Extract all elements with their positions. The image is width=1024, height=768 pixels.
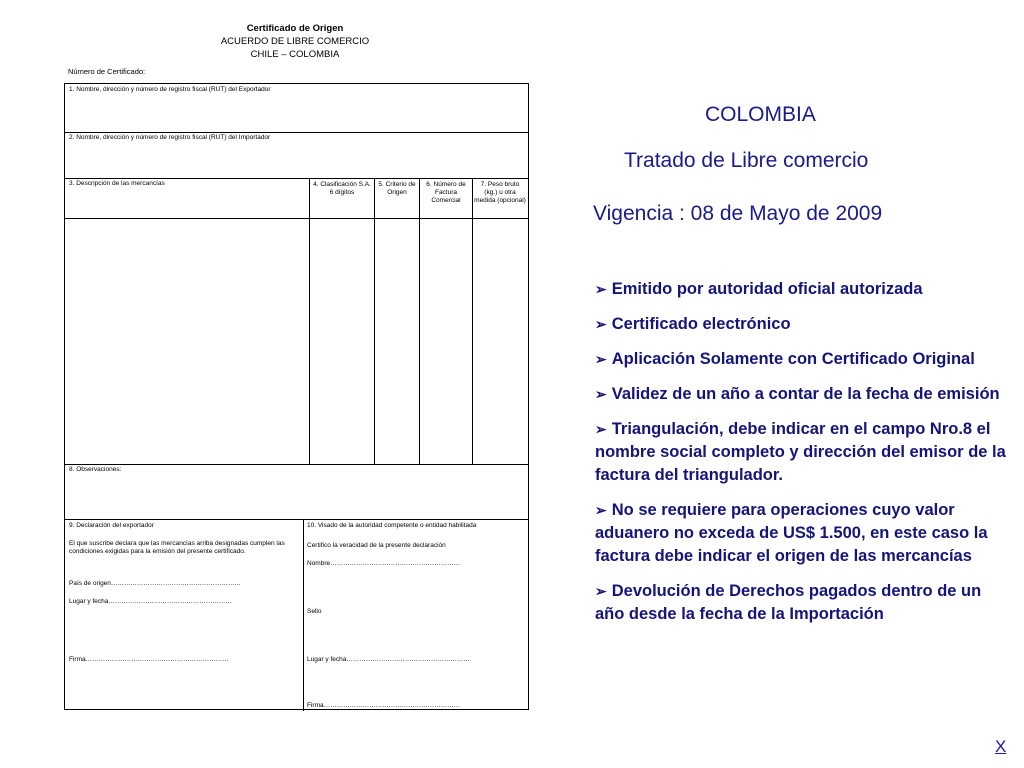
arrow-bullet-icon: ➢ [595, 583, 607, 599]
certificate-header [200, 22, 390, 61]
importer-field [65, 132, 528, 179]
list-item: ➢ No se requiere para operaciones cuyo valor aduanero no exceda de US$ 1.500, en este caso la factura debe indicar el origen de las mercancías [595, 501, 988, 565]
column-divider [374, 178, 375, 464]
signature-left-line: Firma………………………………………………………… [69, 656, 229, 663]
exporter-field-label: 1. Nombre, dirección y número de registro fiscal (RUT) del Exportador [69, 86, 271, 93]
list-item: ➢ Certificado electrónico [595, 315, 791, 333]
validity-date: Vigencia : 08 de Mayo de 2009 [593, 202, 883, 225]
arrow-bullet-icon: ➢ [595, 316, 607, 332]
place-date-right-line: Lugar y fecha………………………………………………… [307, 656, 470, 663]
list-item: ➢ Emitido por autoridad oficial autorizada [595, 280, 923, 298]
authority-visa-text: Certifico la veracidad de la presente declaración [307, 542, 446, 549]
arrow-bullet-icon: ➢ [595, 281, 607, 297]
invoice-number-label: 6. Número de Factura Comercial [426, 181, 466, 204]
close-link[interactable]: X [995, 737, 1007, 756]
features-list [595, 278, 1015, 638]
list-item: ➢ Devolución de Derechos pagados dentro de un año desde la fecha de la Importación [595, 582, 982, 623]
goods-body [65, 218, 528, 465]
arrow-bullet-icon: ➢ [595, 351, 607, 367]
arrow-bullet-icon: ➢ [595, 502, 607, 518]
certificate-title: Certificado de Origen [246, 23, 344, 34]
observations-field [65, 464, 528, 520]
column-divider [419, 178, 420, 464]
origin-criterion-label: 5. Criterio de Origen [378, 181, 416, 196]
authority-visa-label: 10. Visado de la autoridad competente o entidad habilitada [307, 522, 477, 529]
gross-weight-label: 7. Peso bruto (kg.) u otra medida (opcional) [474, 181, 526, 204]
name-line: Nombre…………………………………………………… [307, 560, 461, 567]
column-divider [309, 178, 310, 464]
exporter-declaration-text: El que suscribe declara que las mercancías arriba designadas cumplen las condiciones exigidas para la emisión del presente certificado. [69, 540, 285, 555]
list-item: ➢ Triangulación, debe indicar en el campo Nro.8 el nombre social completo y dirección del emisor de la factura del triangulador. [595, 420, 1006, 484]
observations-label: 8. Observaciones: [69, 466, 122, 473]
certificate-subtitle-countries: CHILE – COLOMBIA [250, 49, 340, 60]
importer-field-label: 2. Nombre, dirección y número de registro fiscal (RUT) del Importador [69, 134, 271, 141]
certificate-form [64, 83, 529, 710]
seal-label: Sello [307, 608, 322, 615]
treaty-title: Tratado de Libre comercio [624, 149, 869, 172]
place-date-left-line: Lugar y fecha………………………………………………… [69, 598, 232, 605]
goods-description-label: 3. Descripción de las mercancías [69, 180, 165, 187]
list-item: ➢ Aplicación Solamente con Certificado Original [595, 350, 975, 368]
exporter-declaration-label: 9. Declaración del exportador [69, 522, 154, 529]
signature-right-line: Firma……………………………………………………… [307, 702, 461, 709]
column-divider [472, 178, 473, 464]
certificate-subtitle-agreement: ACUERDO DE LIBRE COMERCIO [220, 36, 370, 47]
arrow-bullet-icon: ➢ [595, 386, 607, 402]
certificate-number-label: Número de Certificado: [68, 67, 146, 76]
arrow-bullet-icon: ➢ [595, 421, 607, 437]
country-title: COLOMBIA [705, 103, 816, 126]
exporter-field [65, 84, 528, 133]
declaration-divider [303, 519, 304, 711]
list-item: ➢ Validez de un año a contar de la fecha de emisión [595, 385, 1000, 403]
country-of-origin-line: País de origen…………………………………………………… [69, 580, 241, 587]
hs-classification-label: 4. Clasificación S.A. 6 dígitos [313, 181, 371, 196]
